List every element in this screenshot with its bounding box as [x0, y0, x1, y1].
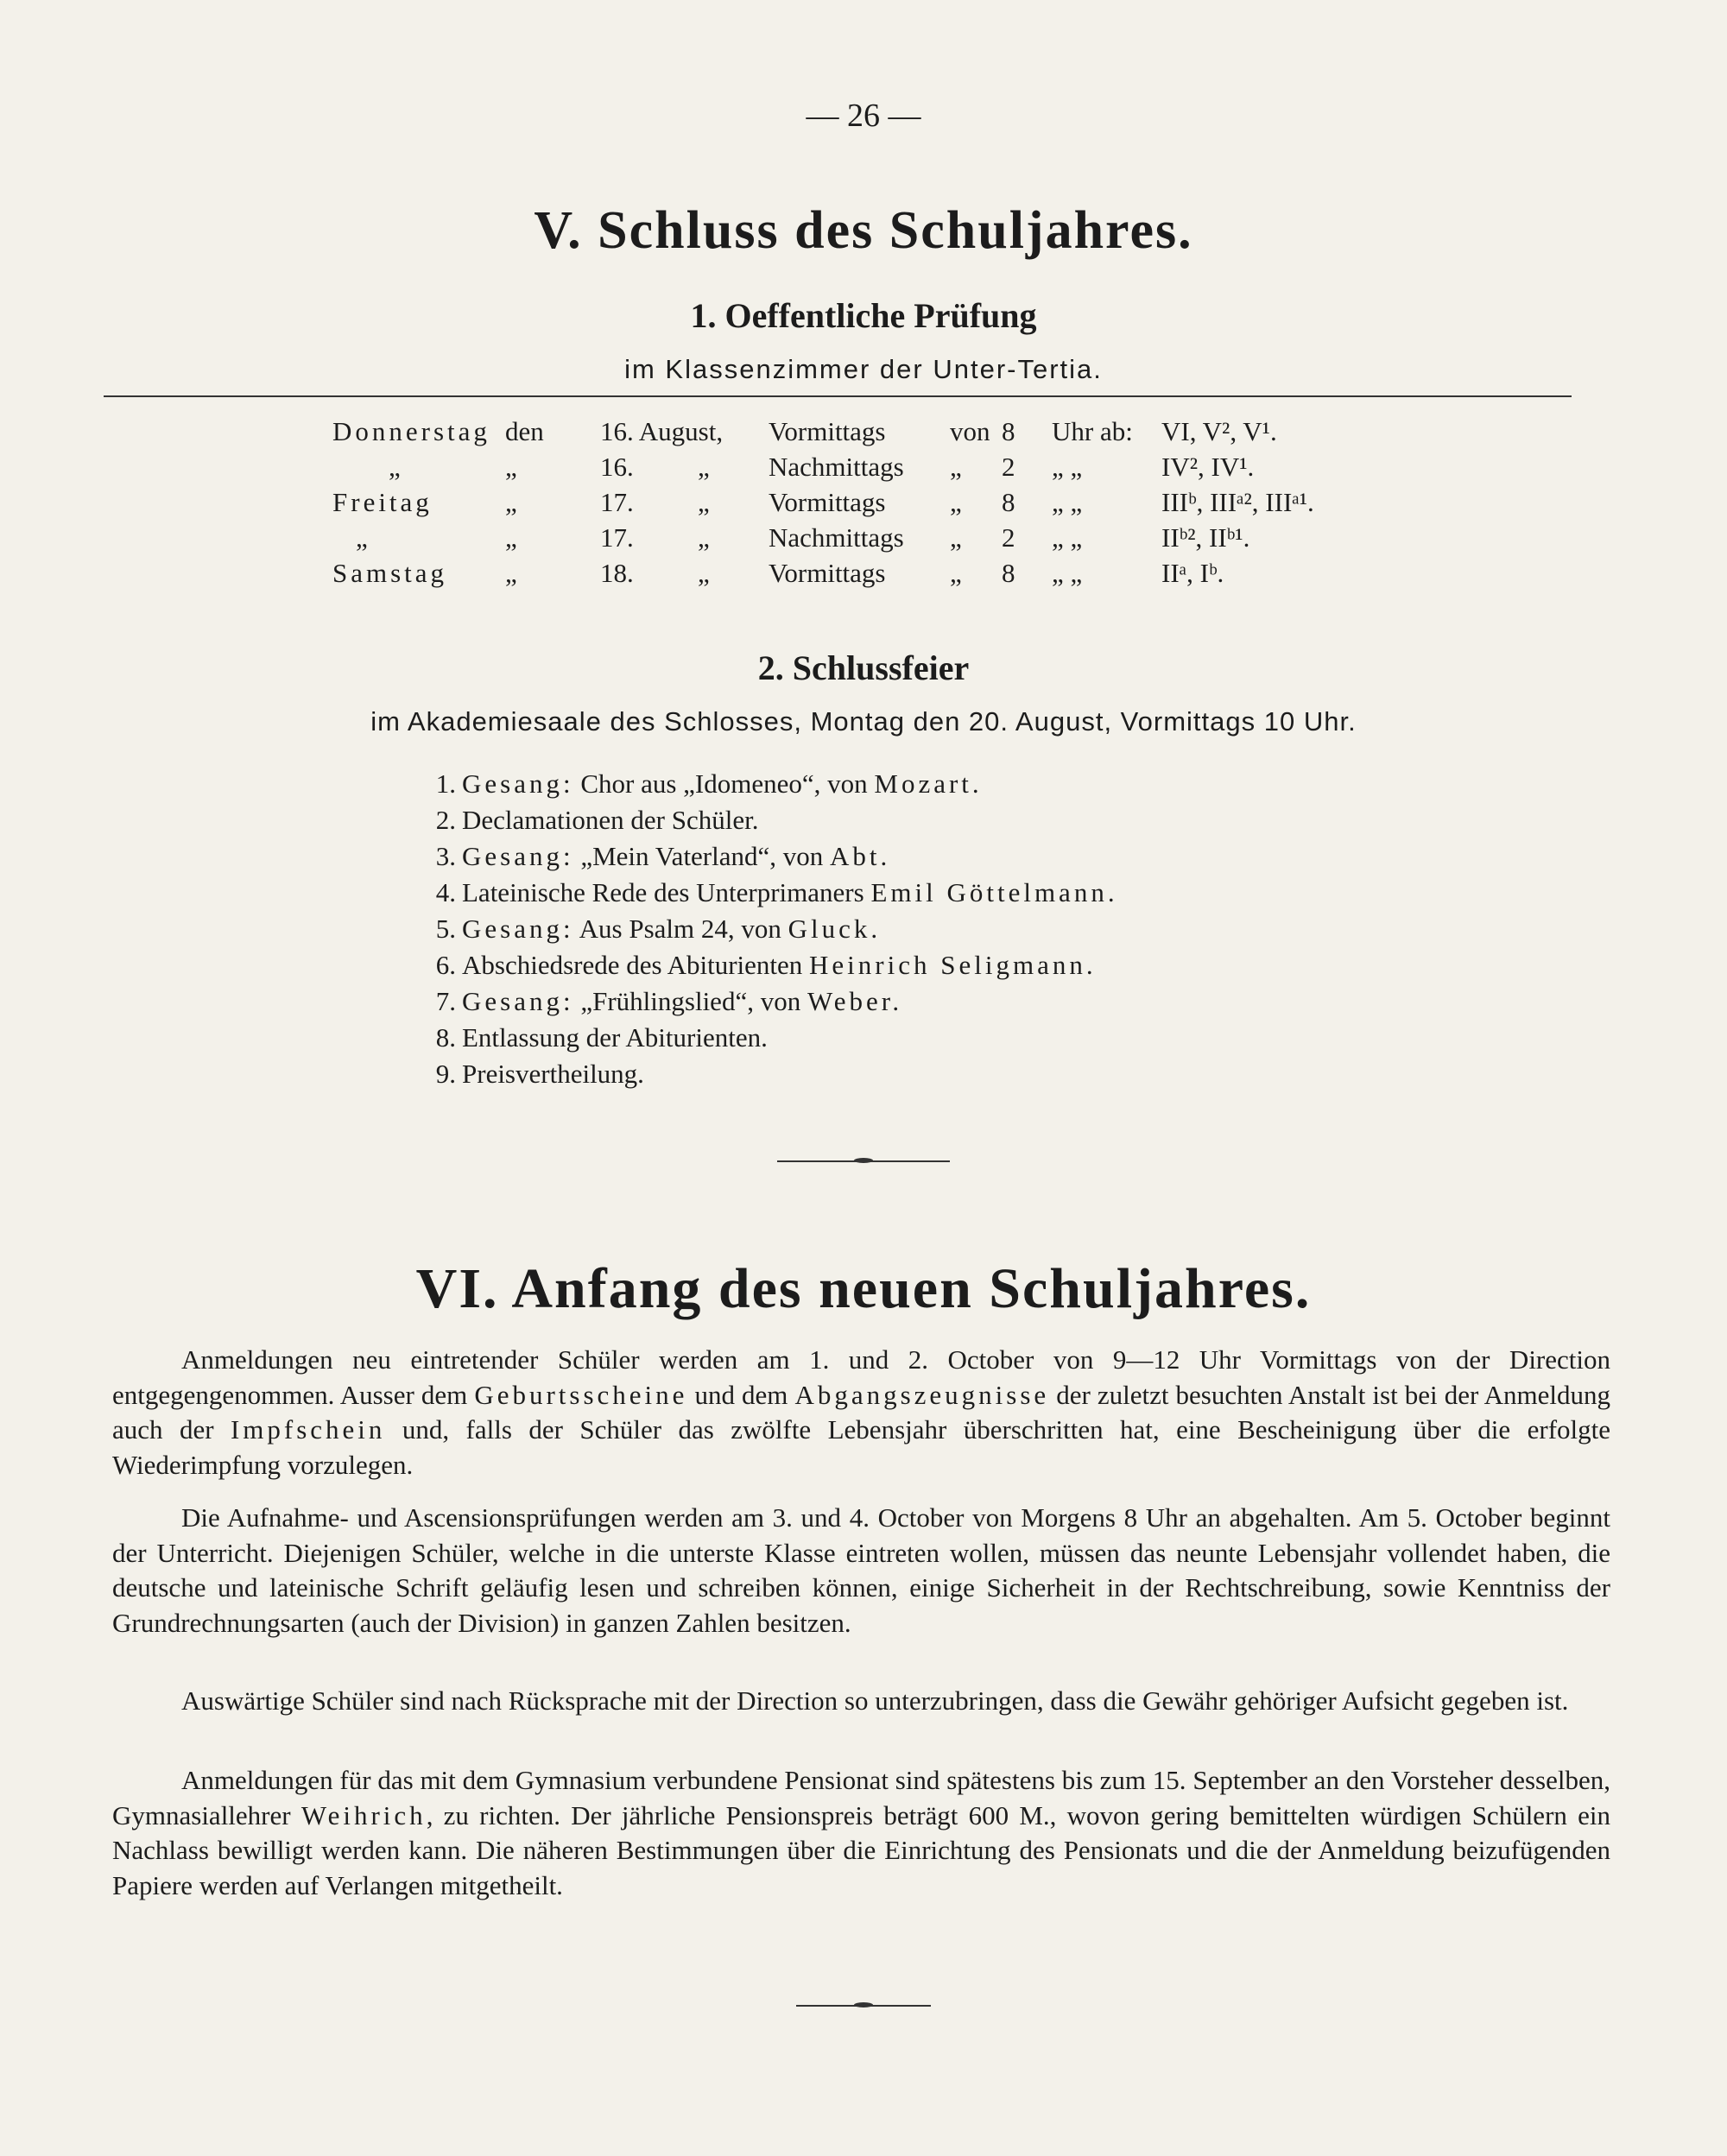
list-item: 6. Abschiedsrede des Abiturienten Heinrich Seligmann.: [435, 950, 1097, 980]
schlussfeier-heading: 2. Schlussfeier: [757, 648, 970, 687]
paragraph-exams: Die Aufnahme- und Ascensionsprüfungen werden am 3. und 4. October von Morgens 8 Uhr an abgehalten. Am 5. October beginnt der Unterricht. Diejenigen Schüler, welche in die unterste Klasse eintreten wollen, müssen das neunte Lebensjahr vollendet haben, die deutsche und lateinische Schrift geläufig lesen und schreiben können, einige Sicherheit in der Rechtschreibung, sowie Kenntniss der Grundrechnungsarten (auch der Division) in ganzen Zahlen besitzen.: [112, 1502, 1610, 1638]
list-item: 5. Gesang: Aus Psalm 24, von Gluck.: [435, 914, 882, 944]
list-item: 3. Gesang: „Mein Vaterland“, von Abt.: [435, 841, 891, 871]
section-vi-title: VI. Anfang des neuen Schuljahres.: [415, 1257, 1312, 1320]
schedule-row: Donnerstag den 16. August, Vormittags von 8 Uhr ab: VI, V², V¹.: [332, 416, 1277, 446]
pruefung-heading: 1. Oeffentliche Prüfung: [690, 296, 1037, 335]
list-item: 2. Declamationen der Schüler.: [435, 805, 759, 835]
pruefung-location: im Klassenzimmer der Unter-Tertia.: [624, 354, 1103, 384]
schedule-row: „ „ 17. „ Nachmittags „ 2 „ „ IIᵇ², IIᵇ¹.: [356, 522, 1250, 553]
divider-rule: [104, 395, 1572, 397]
page-number: — 26 —: [806, 98, 921, 134]
list-item: 7. Gesang: „Frühlingslied“, von Weber.: [435, 986, 903, 1016]
schedule-row: Samstag „ 18. „ Vormittags „ 8 „ „ IIᵃ, Iᵇ.: [332, 558, 1224, 588]
schedule-row: „ „ 16. „ Nachmittags „ 2 „ „ IV², IV¹.: [389, 452, 1255, 482]
section-v-title: V. Schluss des Schuljahres.: [534, 201, 1193, 260]
paragraph-lodging: Auswärtige Schüler sind nach Rücksprache mit der Direction so unterzubringen, dass die Gewähr gehöriger Aufsicht gegeben ist.: [181, 1685, 1569, 1716]
list-item: 9. Preisvertheilung.: [435, 1059, 644, 1089]
list-item: 4. Lateinische Rede des Unterprimaners Emil Göttelmann.: [435, 877, 1118, 907]
list-item: 8. Entlassung der Abiturienten.: [435, 1022, 768, 1053]
paragraph-registration: Anmeldungen neu eintretender Schüler werden am 1. und 2. October von 9—12 Uhr Vormittags von der Direction entgegengenommen. Ausser dem Geburtsscheine und dem Abgangszeugnisse der zuletzt besuchten Anstalt ist bei der Anmeldung auch der Impfschein und, falls der Schüler das zwölfte Lebensjahr überschritten hat, eine Bescheinigung über die erfolgte Wiederimpfung vorzulegen.: [112, 1344, 1611, 1480]
list-item: 1. Gesang: Chor aus „Idomeneo“, von Mozart.: [435, 768, 983, 799]
paragraph-pensionat: Anmeldungen für das mit dem Gymnasium verbundene Pensionat sind spätestens bis zum 15. September an den Vorsteher desselben, Gymnasiallehrer Weihrich, zu richten. Der jährliche Pensionspreis beträgt 600 M., wovon gering bemittelten würdigen Schülern ein Nachlass bewilligt werden kann. Die näheren Bestimmungen über die Einrichtung des Pensionats und die der Anmeldung beizufügenden Papiere werden auf Verlangen mitgetheilt.: [112, 1765, 1610, 1900]
schlussfeier-location: im Akademiesaale des Schlosses, Montag den 20. August, Vormittags 10 Uhr.: [370, 706, 1357, 737]
schedule-row: Freitag „ 17. „ Vormittags „ 8 „ „ IIIᵇ, IIIᵃ², IIIᵃ¹.: [332, 487, 1314, 517]
